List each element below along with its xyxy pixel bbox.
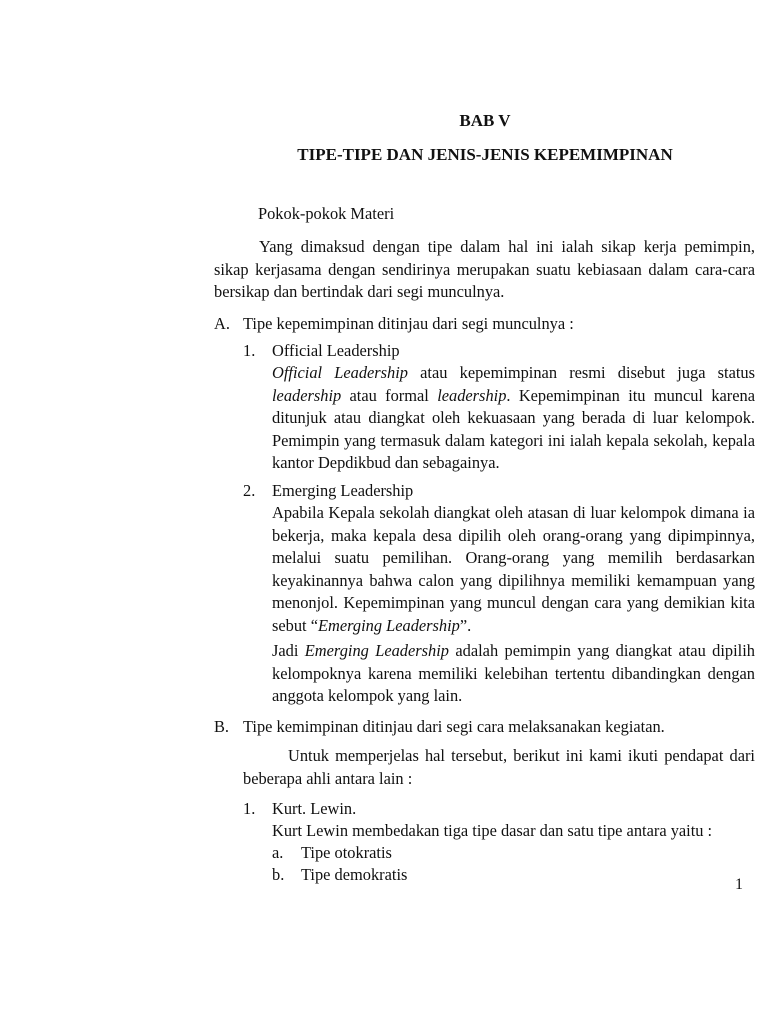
section-b-paragraph: Untuk memperjelas hal tersebut, berikut ini kami ikuti pendapat dari beberapa ahli antara lain : — [243, 746, 755, 788]
item-a1-run-5: . Kepemimpinan itu muncul karena ditunjuk atau diangkat oleh kekuasaan yang berada di luar kelompok. Pemimpin yang termasuk dalam kategori ini ialah kepala sekolah, kepala kantor Depdikbud dan sebagainya. — [272, 385, 755, 472]
item-a2-conclusion-run-0: Jadi — [272, 641, 305, 660]
item-a2-conclusion-run-2: adalah pemimpin yang diangkat atau dipilih kelompoknya karena memiliki kelebihan tertentu dibandingkan dengan anggota kelompok yang lain. — [272, 641, 755, 705]
chapter-label: BAB V — [459, 111, 511, 130]
item-a1-run-1: atau kepemimpinan resmi disebut juga status — [408, 363, 755, 382]
item-a2-run-0: Apabila Kepala sekolah diangkat oleh atasan di luar kelompok dimana ia bekerja, maka kepala desa dipilih oleh orang-orang yang dipimpinnya, melalui suatu pemilihan. Orang-orang yang memilih berdasarkan keyakinannya bahwa calon yang dipilihnya memiliki kemampuan yang menonjol. Kepemimpinan yang muncul dengan cara yang demikian kita sebut “ — [272, 503, 755, 635]
item-a2-run-2: ”. — [459, 615, 472, 635]
section-a-title: Tipe kepemimpinan ditinjau dari segi munculnya : — [243, 314, 574, 333]
item-a2-marker: 2. — [243, 481, 256, 500]
intro-paragraph: Yang dimaksud dengan tipe dalam hal ini ialah sikap kerja pemimpin, sikap kerjasama dengan sendirinya merupakan suatu kebiasaan dalam cara-cara bersikap dan bertindak dari segi munculnya. — [214, 237, 755, 301]
item-b1-title: Kurt. Lewin. — [272, 799, 357, 818]
item-b1-marker: 1. — [243, 799, 256, 818]
page-number: 1 — [735, 876, 743, 893]
item-a1-text — [272, 362, 755, 475]
item-b1-text: Kurt Lewin membedakan tiga tipe dasar dan satu tipe antara yaitu : — [272, 821, 713, 840]
subitem-a-marker: a. — [272, 843, 284, 862]
item-a1-title: Official Leadership — [272, 341, 400, 360]
subitem-a-label: Tipe otokratis — [301, 843, 392, 862]
item-a2-conclusion — [272, 640, 755, 708]
section-b-title: Tipe kemimpinan ditinjau dari segi cara melaksanakan kegiatan. — [243, 717, 665, 736]
item-a2-title: Emerging Leadership — [272, 481, 414, 500]
item-a2-text2 — [272, 640, 755, 708]
subitem-b-label: Tipe demokratis — [301, 865, 408, 884]
item-a1-marker: 1. — [243, 341, 256, 360]
item-a1-text-content — [272, 362, 755, 475]
section-a-marker: A. — [214, 314, 230, 333]
subitem-b-marker: b. — [272, 865, 285, 884]
item-a1-run-0: Official Leadership — [272, 363, 408, 382]
chapter-title: TIPE-TIPE DAN JENIS-JENIS KEPEMIMPINAN — [297, 145, 673, 164]
item-a1-run-4: leadership — [437, 385, 507, 405]
item-a1-run-2: leadership — [272, 385, 342, 405]
item-a2-text-content — [272, 502, 755, 637]
item-a2-conclusion-run-1: Emerging Leadership — [304, 641, 449, 660]
intro-heading: Pokok-pokok Materi — [258, 204, 395, 223]
section-b-marker: B. — [214, 717, 230, 736]
item-a2-text — [272, 502, 755, 637]
item-a2-run-1: Emerging Leadership — [317, 615, 460, 635]
item-a1-run-3: atau formal — [341, 385, 438, 405]
